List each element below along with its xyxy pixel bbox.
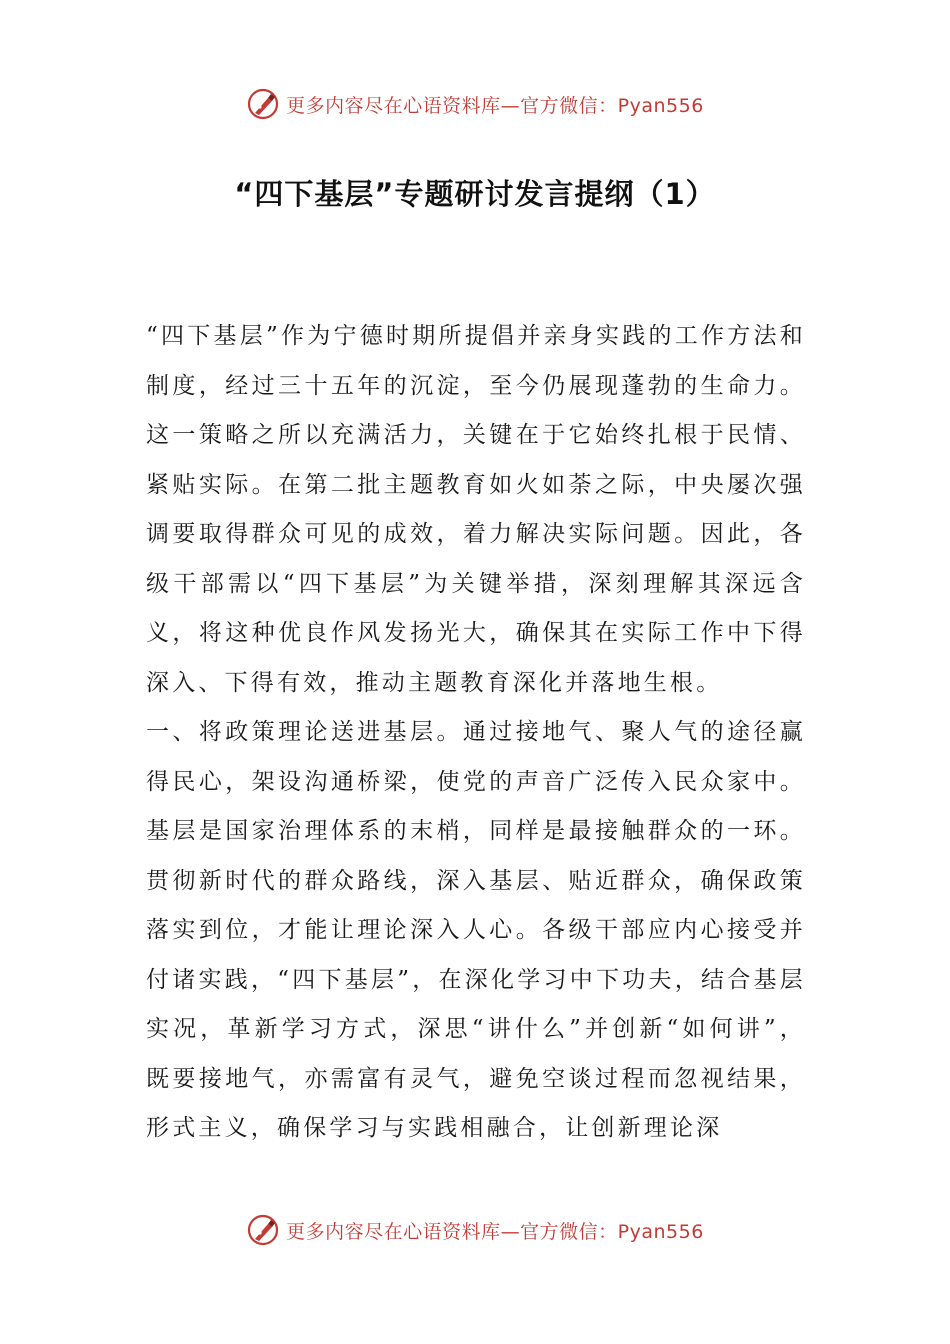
footer-banner	[0, 1208, 950, 1252]
footer-banner-text: 更多内容尽在心语资料库—官方微信：Pyan556	[286, 1220, 704, 1243]
paragraph-section-one: 一、将政策理论送进基层。通过接地气、聚人气的途径赢得民心，架设沟通桥梁，使党的声音广泛传入民众家中。基层是国家治理体系的末梢，同样是最接触群众的一环。贯彻新时代的群众路线，深入基层、贴近群众，确保政策落实到位，才能让理论深入人心。各级干部应内心接受并付诸实践，“四下基层”，在深化学习中下功夫，结合基层实况，革新学习方式，深思“讲什么”并创新“如何讲”，既要接地气，亦需富有灵气，避免空谈过程而忽视结果，形式主义，确保学习与实践相融合，让创新理论深	[146, 719, 806, 1141]
header-banner-text: 更多内容尽在心语资料库—官方微信：Pyan556	[286, 94, 704, 117]
document-title: “四下基层”专题研讨发言提纲（1）	[234, 177, 716, 211]
document-body	[146, 312, 806, 1154]
header-banner	[0, 82, 950, 126]
paragraph-intro: “四下基层”作为宁德时期所提倡并亲身实践的工作方法和制度，经过三十五年的沉淀，至今仍展现蓬勃的生命力。这一策略之所以充满活力，关键在于它始终扎根于民情、紧贴实际。在第二批主题教育如火如荼之际，中央屡次强调要取得群众可见的成效，着力解决实际问题。因此，各级干部需以“四下基层”为关键举措，深刻理解其深远含义，将这种优良作风发扬光大，确保其在实际工作中下得深入、下得有效，推动主题教育深化并落地生根。	[146, 323, 806, 696]
pen-nib-logo-icon	[246, 87, 280, 121]
pen-nib-logo-icon	[246, 1213, 280, 1247]
